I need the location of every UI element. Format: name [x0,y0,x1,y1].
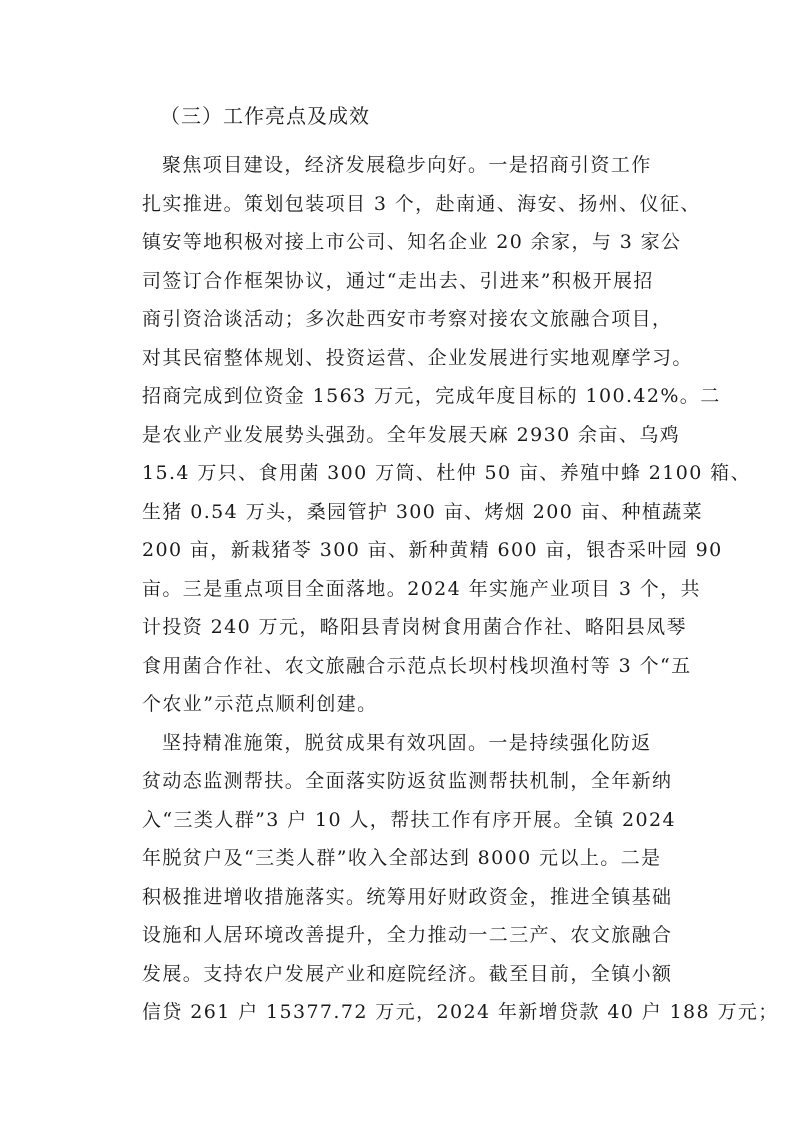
paragraph-line: 生猪 0.54 万头，桑园管护 300 亩、烤烟 200 亩、种植蔬菜 [142,500,704,523]
paragraph-line: 镇安等地积极对接上市公司、知名企业 20 余家，与 3 家公 [142,231,682,253]
paragraph-line: 信贷 261 户 15377.72 万元，2024 年新增贷款 40 户 188 万元； [142,1001,779,1023]
paragraph-line: 个农业”示范点顺利创建。 [142,693,378,715]
paragraph-line: 200 亩，新栽猪苓 300 亩、新种黄精 600 亩，银杏采叶园 90 [142,539,723,561]
section-heading: （三）工作亮点及成效 [160,104,370,128]
paragraph-line: 扎实推进。策划包装项目 3 个，赴南通、海安、扬州、仪征、 [142,192,701,215]
paragraph-first-line: 坚持精准施策，脱贫成果有效巩固。一是持续强化防返 [162,731,652,754]
paragraph-line: 发展。支持农户发展产业和庭院经济。截至目前，全镇小额 [142,962,673,985]
paragraph-line: 亩。三是重点项目全面落地。2024 年实施产业项目 3 个，共 [142,577,701,600]
paragraph-line: 是农业产业发展势头强劲。全年发展天麻 2930 余亩、乌鸡 [142,423,681,446]
paragraph-line: 15.4 万只、食用菌 300 万筒、杜仲 50 亩、养殖中蜂 2100 箱、 [142,462,751,484]
paragraph-line: 商引资洽谈活动；多次赴西安市考察对接农文旅融合项目， [142,308,673,330]
paragraph-line: 食用菌合作社、农文旅融合示范点长坝村栈坝渔村等 3 个“五 [142,654,692,677]
paragraph-line: 设施和人居环境改善提升，全力推动一二三产、农文旅融合 [142,924,673,946]
paragraph-line: 招商完成到位资金 1563 万元，完成年度目标的 100.42%。二 [142,385,721,407]
paragraph-line: 对其民宿整体规划、投资运营、企业发展进行实地观摩学习。 [142,346,693,369]
paragraph-line: 入“三类人群”3 户 10 人，帮扶工作有序开展。全镇 2024 [142,808,677,831]
paragraph-line: 积极推进增收措施落实。统筹用好财政资金，推进全镇基础 [142,885,673,908]
paragraph-first-line: 聚焦项目建设，经济发展稳步向好。一是招商引资工作 [162,154,652,176]
paragraph-line: 年脱贫户及“三类人群”收入全部达到 8000 元以上。二是 [142,847,662,869]
paragraph-line: 计投资 240 万元，略阳县青岗树食用菌合作社、略阳县凤琴 [142,616,687,638]
paragraph-line: 司签订合作框架协议，通过“走出去、引进来”积极开展招 [142,269,654,292]
paragraph-line: 贫动态监测帮扶。全面落实防返贫监测帮扶机制，全年新纳 [142,770,673,792]
